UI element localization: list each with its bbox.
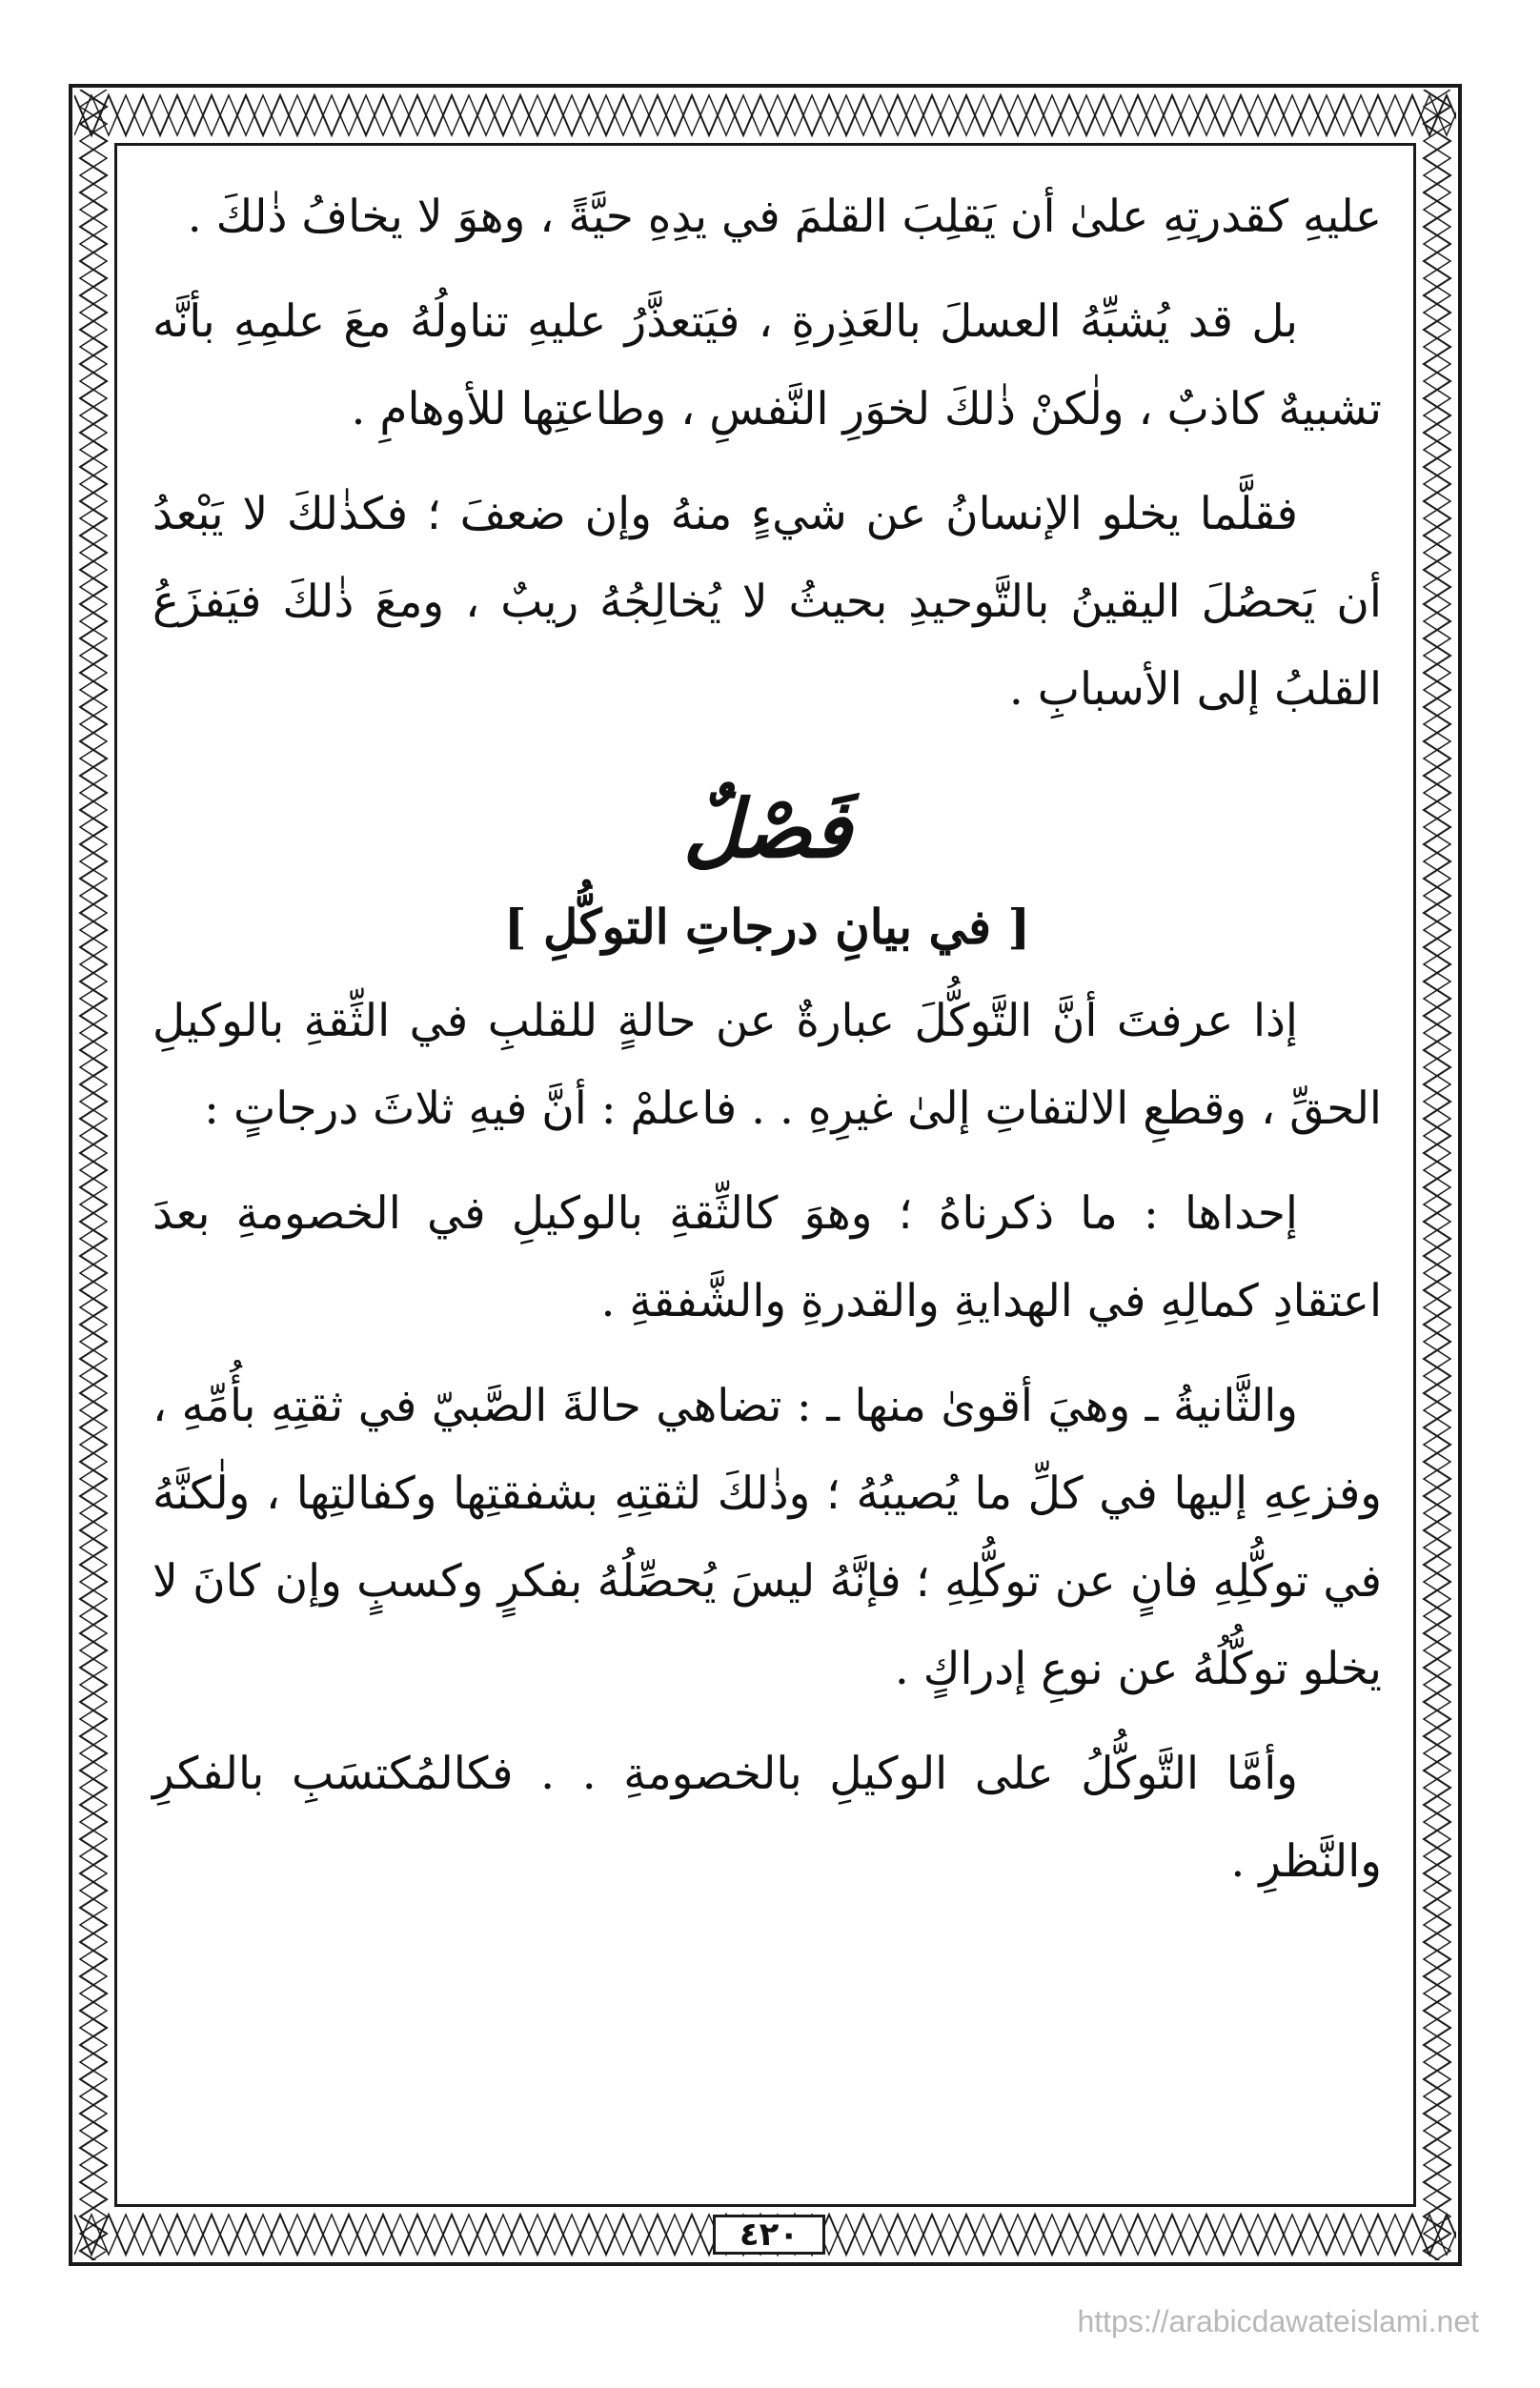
frame-border-right [1418,90,1456,2260]
paragraph-7: وأمَّا التَّوكُّلُ على الوكيلِ بالخصومةِ . . فكالمُكتسَبِ بالفكرِ والنَّظرِ . [152,1748,1382,1888]
section-heading [152,772,1382,886]
paragraph-3: فقلَّما يخلو الإنسانُ عن شيءٍ منهُ وإن ضعفَ ؛ فكذٰلكَ لا يَبْعدُ أن يَحصُلَ اليقينُ بالتَّوحيدِ بحيثُ لا يُخالِجُهُ ريبٌ ، ومعَ ذٰلكَ فيَفزَعُ القلبُ إلى الأسبابِ . [152,488,1382,716]
paragraph-2: بل قد يُشبِّهُ العسلَ بالعَذِرةِ ، فيَتعذَّرُ عليهِ تناولُهُ معَ علمِهِ بأنَّه تشبيهٌ كاذبٌ ، ولٰكنْ ذٰلكَ لخوَرِ النَّفسِ ، وطاعتِها للأوهامِ . [152,295,1382,435]
paragraph-1: عليهِ كقدرتِهِ علىٰ أن يَقلِبَ القلمَ في يدِهِ حيَّةً ، وهوَ لا يخافُ ذٰلكَ . [187,191,1382,243]
frame-border-left [74,90,112,2260]
page-number: ٤٢٠ [713,2215,825,2255]
paragraph-6: والثَّانيةُ ـ وهيَ أقوىٰ منها ـ : تضاهي حالةَ الصَّبيّ في ثقتِهِ بأُمِّهِ ، وفزعِهِ إليها في كلِّ ما يُصيبُهُ ؛ وذٰلكَ لثقتِهِ بشفقتِها وكفالتِها ، ولٰكنَّهُ في توكُّلِهِ فانٍ عن توكُّلِهِ ؛ فإنَّهُ ليسَ يُحصِّلُهُ بفكرٍ وكسبٍ وإن كانَ لا يخلو توكُّلُهُ عن نوعِ إدراكٍ . [152,1380,1382,1695]
section-title: [ في بيانِ درجاتِ التوكُّلِ ] [503,899,1031,955]
section-word: فَصْلٌ [682,781,852,876]
frame-border-top [74,90,1456,141]
page-content [152,173,1382,2184]
watermark-url: https://arabicdawateislami.net [1077,2304,1479,2338]
paragraph-4: إذا عرفتَ أنَّ التَّوكُّلَ عبارةٌ عن حالةٍ للقلبِ في الثِّقةِ بالوكيلِ الحقِّ ، وقطعِ الالتفاتِ إلىٰ غيرِهِ . . فاعلمْ : أنَّ فيهِ ثلاثَ درجاتٍ : [152,995,1382,1135]
paragraph-5: إحداها : ما ذكرناهُ ؛ وهوَ كالثِّقةِ بالوكيلِ في الخصومةِ بعدَ اعتقادِ كمالِهِ في الهدايةِ والقدرةِ والشَّفقةِ . [152,1187,1382,1327]
